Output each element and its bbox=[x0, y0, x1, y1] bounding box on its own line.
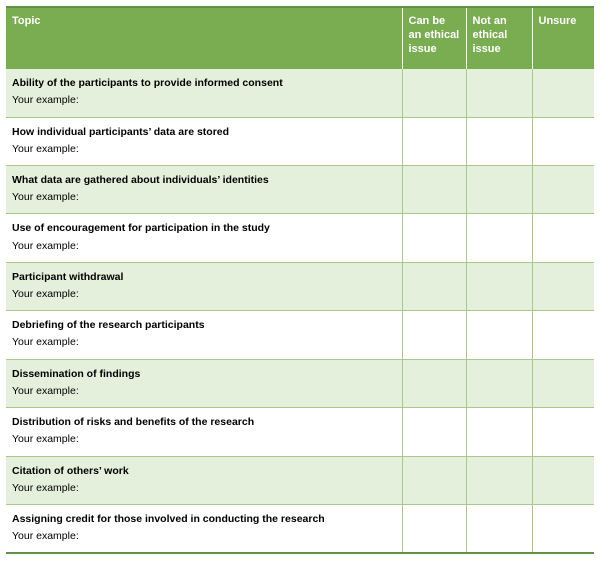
table-row bbox=[6, 117, 594, 165]
answer-cell-unsure[interactable] bbox=[532, 117, 594, 165]
answer-cell-can[interactable] bbox=[402, 214, 466, 262]
answer-cell-unsure[interactable] bbox=[532, 359, 594, 407]
topic-cell bbox=[6, 456, 402, 504]
answer-cell-not[interactable] bbox=[466, 456, 532, 504]
answer-cell-unsure[interactable] bbox=[532, 214, 594, 262]
topic-cell bbox=[6, 69, 402, 117]
header-row bbox=[6, 7, 594, 69]
topic-cell bbox=[6, 408, 402, 456]
column-header-unsure: Unsure bbox=[532, 7, 594, 69]
topic-title: Assigning credit for those involved in conducting the research bbox=[12, 513, 325, 525]
column-header-topic: Topic bbox=[6, 7, 402, 69]
answer-cell-unsure[interactable] bbox=[532, 311, 594, 359]
topic-title: What data are gathered about individuals’ identities bbox=[12, 173, 269, 186]
answer-cell-can[interactable] bbox=[402, 456, 466, 504]
topic-cell bbox=[6, 262, 402, 310]
topic-cell bbox=[6, 214, 402, 262]
topic-cell bbox=[6, 165, 402, 213]
answer-cell-not[interactable] bbox=[466, 359, 532, 407]
topic-title: Citation of others’ work bbox=[12, 464, 129, 477]
table-row bbox=[6, 69, 594, 117]
answer-cell-not[interactable] bbox=[466, 262, 532, 310]
table-row bbox=[6, 214, 594, 262]
topic-title: Ability of the participants to provide informed consent bbox=[12, 77, 283, 89]
answer-cell-can[interactable] bbox=[402, 505, 466, 554]
answer-cell-not[interactable] bbox=[466, 117, 532, 165]
table-row bbox=[6, 408, 594, 456]
topic-example-prompt: Your example: bbox=[12, 239, 79, 252]
topic-example-prompt: Your example: bbox=[12, 191, 79, 204]
topic-cell bbox=[6, 311, 402, 359]
answer-cell-not[interactable] bbox=[466, 505, 532, 554]
answer-cell-not[interactable] bbox=[466, 408, 532, 456]
table-row bbox=[6, 359, 594, 407]
topic-title: Dissemination of findings bbox=[12, 367, 141, 380]
topic-example-prompt: Your example: bbox=[12, 530, 79, 543]
answer-cell-unsure[interactable] bbox=[532, 456, 594, 504]
column-header-not-an-ethical-issue: Not an ethical issue bbox=[466, 7, 532, 69]
answer-cell-not[interactable] bbox=[466, 214, 532, 262]
answer-cell-can[interactable] bbox=[402, 359, 466, 407]
topic-cell bbox=[6, 359, 402, 407]
table-row bbox=[6, 505, 594, 554]
table-row bbox=[6, 262, 594, 310]
answer-cell-unsure[interactable] bbox=[532, 69, 594, 117]
ethics-issues-table bbox=[6, 6, 594, 554]
table-header bbox=[6, 7, 594, 69]
topic-example-prompt: Your example: bbox=[12, 142, 79, 155]
topic-title: Debriefing of the research participants bbox=[12, 319, 205, 332]
answer-cell-not[interactable] bbox=[466, 165, 532, 213]
answer-cell-unsure[interactable] bbox=[532, 262, 594, 310]
answer-cell-unsure[interactable] bbox=[532, 505, 594, 554]
topic-example-prompt: Your example: bbox=[12, 94, 79, 107]
table-row bbox=[6, 311, 594, 359]
answer-cell-can[interactable] bbox=[402, 117, 466, 165]
topic-example-prompt: Your example: bbox=[12, 481, 79, 494]
answer-cell-can[interactable] bbox=[402, 408, 466, 456]
topic-title: Use of encouragement for participation in the study bbox=[12, 222, 270, 235]
table-row bbox=[6, 456, 594, 504]
answer-cell-unsure[interactable] bbox=[532, 408, 594, 456]
topic-example-prompt: Your example: bbox=[12, 384, 79, 397]
answer-cell-unsure[interactable] bbox=[532, 165, 594, 213]
table-row bbox=[6, 165, 594, 213]
answer-cell-can[interactable] bbox=[402, 311, 466, 359]
topic-cell bbox=[6, 505, 402, 554]
topic-example-prompt: Your example: bbox=[12, 433, 79, 446]
answer-cell-not[interactable] bbox=[466, 69, 532, 117]
topic-title: How individual participants’ data are stored bbox=[12, 125, 230, 138]
answer-cell-can[interactable] bbox=[402, 165, 466, 213]
topic-example-prompt: Your example: bbox=[12, 336, 79, 349]
table-body bbox=[6, 69, 594, 553]
topic-title: Participant withdrawal bbox=[12, 270, 124, 283]
column-header-can-be-ethical-issue: Can be an ethical issue bbox=[402, 7, 466, 69]
answer-cell-not[interactable] bbox=[466, 311, 532, 359]
topic-example-prompt: Your example: bbox=[12, 288, 79, 301]
topic-cell bbox=[6, 117, 402, 165]
topic-title: Distribution of risks and benefits of the research bbox=[12, 416, 255, 429]
answer-cell-can[interactable] bbox=[402, 262, 466, 310]
answer-cell-can[interactable] bbox=[402, 69, 466, 117]
